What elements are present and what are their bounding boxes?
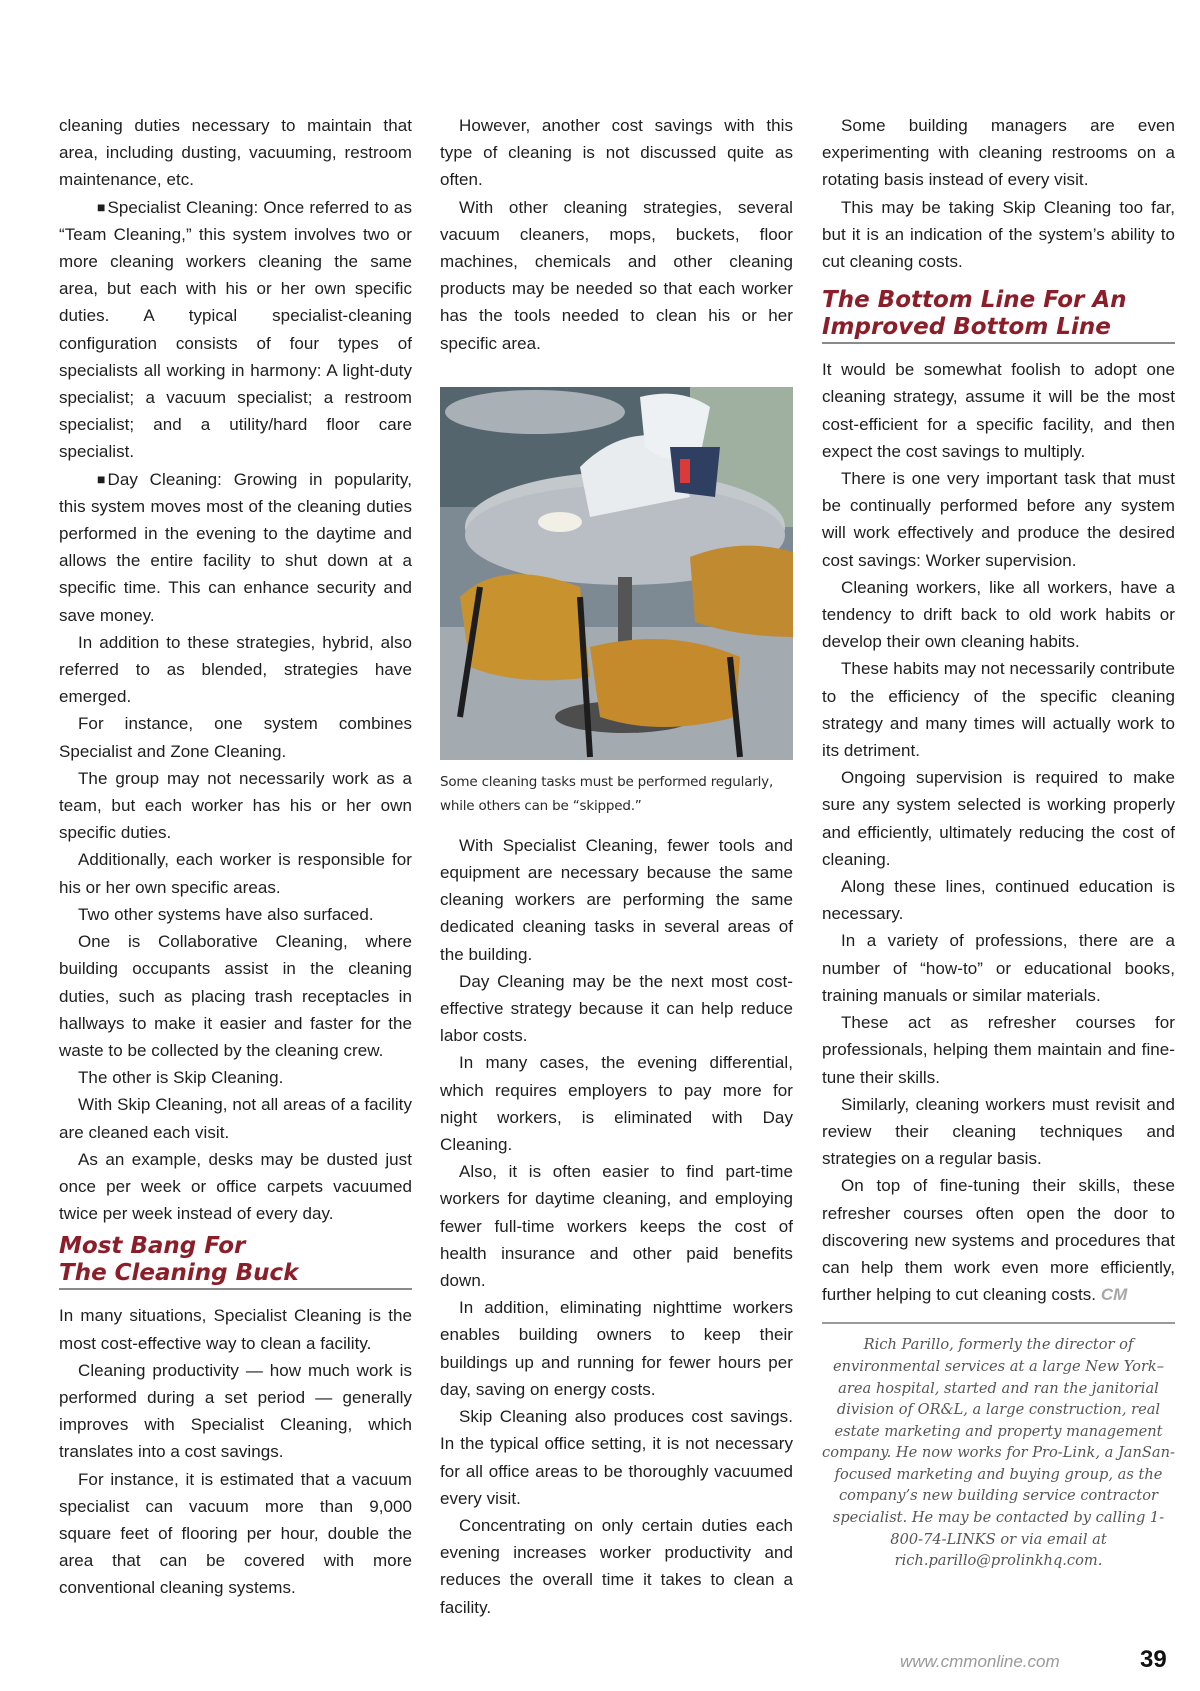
paragraph: In a variety of professions, there are a number of “how-to” or educational books, training manuals or similar materials. — [822, 931, 1175, 1005]
heading-line: Improved Bottom Line — [822, 314, 1111, 341]
heading-line: The Bottom Line For An — [822, 287, 1127, 314]
section-heading-bottom-line — [822, 287, 1175, 344]
paragraph: It would be somewhat foolish to adopt one cleaning strategy, assume it will be the most cost-efficient for a specific facility, and then expect the cost savings to multiply. — [822, 360, 1175, 461]
column-2 — [440, 112, 793, 1621]
paragraph: In addition to these strategies, hybrid, also referred to as blended, strategies have emerged. — [59, 632, 412, 707]
heading-line: The Cleaning Buck — [59, 1260, 299, 1287]
paragraph: These habits may not necessarily contribute to the efficiency of the specific cleaning strategy and many times will actually work to its detriment. — [822, 659, 1175, 761]
paragraph: There is one very important task that must be continually performed before any system will work effectively and produce the desired cost savings: Worker supervision. — [822, 469, 1175, 570]
paragraph: cleaning duties necessary to maintain that area, including dusting, vacuuming, restroom maintenance, etc. — [59, 116, 412, 190]
end-mark: CM — [1100, 1285, 1128, 1305]
paragraph: Two other systems have also surfaced. — [78, 904, 374, 924]
paragraph: Cleaning productivity — how much work is performed during a set period — generally improves with Specialist Cleaning, which translates into a cost savings. — [59, 1360, 412, 1462]
paragraph: For instance, one system combines Specialist and Zone Cleaning. — [59, 714, 412, 761]
paragraph-day-cleaning: ■ Day Cleaning: Growing in popularity, this system moves most of the cleaning duties performed in the evening to the daytime and allows the entire facility to shut down at a specific time. This can enhance security and save money. — [59, 466, 412, 629]
photo-illustration — [440, 387, 793, 760]
paragraph: With Skip Cleaning, not all areas of a facility are cleaned each visit. — [59, 1095, 412, 1142]
section-heading-most-bang — [59, 1233, 412, 1290]
paragraph: Additionally, each worker is responsible for his or her own specific areas. — [59, 850, 412, 897]
paragraph: In many situations, Specialist Cleaning is the most cost-effective way to clean a facility. — [59, 1306, 412, 1353]
paragraph: Skip Cleaning also produces cost savings. In the typical office setting, it is not necessary for all office areas to be thoroughly vacuumed every visit. — [440, 1407, 793, 1508]
paragraph: Along these lines, continued education is necessary. — [822, 877, 1175, 924]
paragraph: Concentrating on only certain duties each evening increases worker productivity and reduces the overall time it takes to clean a facility. — [440, 1515, 793, 1617]
paragraph: The group may not necessarily work as a team, but each worker has his or her own specific duties. — [59, 768, 412, 843]
paragraph: One is Collaborative Cleaning, where building occupants assist in the cleaning duties, such as placing trash receptacles in hallways to make it easier and faster for the waste to be collected by the cleaning crew. — [59, 932, 412, 1060]
photo-caption: Some cleaning tasks must be performed regularly, while others can be “skipped.” — [440, 773, 774, 814]
paragraph: Day Cleaning may be the next most cost-effective strategy because it can help reduce labor costs. — [440, 971, 793, 1046]
paragraph: These act as refresher courses for professionals, helping them maintain and fine-tune their skills. — [822, 1013, 1175, 1087]
column-1 — [59, 112, 412, 1602]
paragraph: Cleaning workers, like all workers, have a tendency to drift back to old work habits or develop their own cleaning habits. — [822, 577, 1175, 652]
footer-url: www.cmmonline.com — [900, 1652, 1060, 1671]
paragraph-specialist-cleaning: ■ Specialist Cleaning: Once referred to as “Team Cleaning,” this system involves two or more cleaning workers cleaning the same area, but each with his or her own specific duties. A typical specialist-cleaning configuration consists of four types of specialists all working in harmony: A light-duty specialist; a vacuum specialist; a restroom specialist; and a utility/hard floor care specialist. — [59, 194, 412, 466]
paragraph-final: On top of fine-tuning their skills, these refresher courses often open the door to discovering new systems and procedures that can help them work even more efficiently, further helping to cut cleaning costs. CM — [822, 1176, 1175, 1305]
paragraph: Also, it is often easier to find part-time workers for daytime cleaning, and employing fewer full-time workers keeps the cost of health insurance and other paid benefits down. — [440, 1162, 793, 1291]
paragraph: As an example, desks may be dusted just once per week or office carpets vacuumed twice per week instead of every day. — [59, 1149, 412, 1224]
heading-line: Most Bang For — [59, 1233, 246, 1260]
paragraph: Some building managers are even experimenting with cleaning restrooms on a rotating basis instead of every visit. — [822, 116, 1175, 190]
paragraph: Ongoing supervision is required to make sure any system selected is working properly and efficiently, ultimately reducing the cost of cleaning. — [822, 768, 1175, 869]
paragraph: The other is Skip Cleaning. — [78, 1068, 284, 1088]
paragraph: This may be taking Skip Cleaning too far, but it is an indication of the system’s ability to cut cleaning costs. — [822, 197, 1175, 272]
paragraph: For instance, it is estimated that a vacuum specialist can vacuum more than 9,000 square feet of flooring per hour, double the area that can be covered with more conventional cleaning systems. — [59, 1469, 412, 1598]
cleaning-photo — [440, 387, 793, 760]
author-bio: Rich Parillo, formerly the director of environmental services at a large New York–area hospital, started and ran the janitorial division of OR&L, a large construction, real estate marketing and property management company. He now works for Pro-Link, a JanSan-focused marketing and buying group, as the company’s new building service contractor specialist. He may be contacted by calling 1-800-74-LINKS or via email at rich.parillo@prolinkhq.com. — [822, 1336, 1175, 1570]
page-number: 39 — [1140, 1646, 1167, 1673]
square-bullet-icon: ■ — [97, 470, 106, 487]
paragraph: In addition, eliminating nighttime workers enables building owners to keep their buildings up and running for fewer hours per day, saving on energy costs. — [440, 1298, 793, 1399]
paragraph: Similarly, cleaning workers must revisit and review their cleaning techniques and strategies on a regular basis. — [822, 1094, 1175, 1169]
square-bullet-icon: ■ — [97, 198, 106, 215]
column-3 — [822, 112, 1175, 1572]
author-bio-box — [822, 1322, 1175, 1572]
paragraph: However, another cost savings with this type of cleaning is not discussed quite as often. — [440, 116, 793, 190]
paragraph: With other cleaning strategies, several vacuum cleaners, mops, buckets, floor machines, chemicals and other cleaning products may be needed so that each worker has the tools needed to clean his or her specific area. — [440, 197, 793, 353]
paragraph: With Specialist Cleaning, fewer tools and equipment are necessary because the same cleaning workers are performing the same dedicated cleaning tasks in several areas of the building. — [440, 835, 793, 964]
paragraph: In many cases, the evening differential, which requires employers to pay more for night workers, is eliminated with Day Cleaning. — [440, 1053, 793, 1155]
